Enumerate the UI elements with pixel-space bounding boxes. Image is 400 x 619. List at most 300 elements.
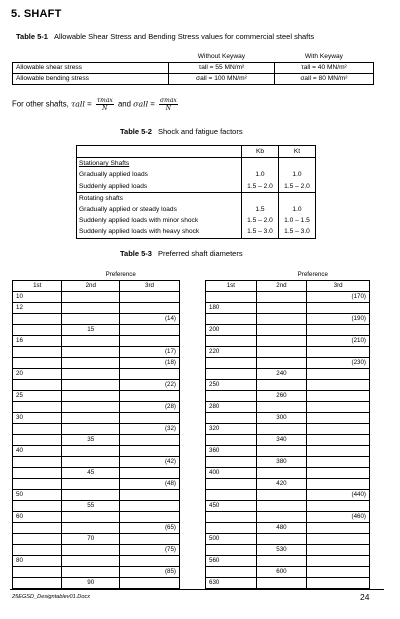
table-row (77, 181, 316, 193)
table-row (206, 380, 370, 391)
equals-sign: = (150, 99, 155, 109)
table-row (206, 512, 370, 523)
diameter-cell (62, 490, 120, 501)
diameter-cell (13, 435, 62, 446)
row-label: Suddenly applied loads (77, 181, 242, 193)
diameter-cell (307, 468, 370, 479)
table-row (13, 314, 180, 325)
diameter-cell (13, 358, 62, 369)
diameter-cell: 450 (206, 501, 257, 512)
diameter-cell: 240 (256, 369, 307, 380)
diameter-cell (307, 567, 370, 578)
diameter-cell (307, 501, 370, 512)
cell-value: 1.0 (242, 169, 279, 180)
table-row (13, 435, 180, 446)
cell-value: τall = 55 MN/m² (169, 63, 275, 74)
n-denominator: N (165, 105, 172, 112)
diameter-cell: (48) (120, 479, 180, 490)
table-row (206, 325, 370, 336)
diameter-cell: (460) (307, 512, 370, 523)
diameter-cell (13, 314, 62, 325)
table-title: Shock and fatigue factors (157, 127, 243, 136)
diameter-cell (206, 490, 257, 501)
table-row (13, 358, 180, 369)
tau-max-numerator: τmax (96, 97, 113, 104)
diameter-cell (206, 336, 257, 347)
diameter-cell (62, 479, 120, 490)
cell-value: 1.0 (279, 169, 316, 180)
table-row (206, 468, 370, 479)
diameter-cell (62, 567, 120, 578)
diameter-cell: 220 (206, 347, 257, 358)
diameter-cell (13, 501, 62, 512)
row-label: Suddenly applied loads with minor shock (77, 215, 242, 226)
diameter-cell: 380 (256, 457, 307, 468)
table-row (206, 479, 370, 490)
diameter-cell: 340 (256, 435, 307, 446)
diameter-cell (62, 512, 120, 523)
diameter-cell: 50 (13, 490, 62, 501)
diameter-cell (307, 424, 370, 435)
diameter-cell: 10 (13, 292, 62, 303)
and-word: and (117, 99, 131, 109)
diameter-cell (256, 468, 307, 479)
diameter-cell (206, 292, 257, 303)
cell-value: τall = 40 MN/m² (274, 63, 373, 74)
col-header-1st: 1st (206, 281, 257, 292)
diameter-cell (62, 369, 120, 380)
table-row (206, 336, 370, 347)
table-row (13, 380, 180, 391)
diameter-cell: (42) (120, 457, 180, 468)
diameter-cell: 360 (206, 446, 257, 457)
diameter-cell: 530 (256, 545, 307, 556)
diameter-cell (62, 347, 120, 358)
n-denominator: N (102, 105, 108, 112)
diameter-cell (62, 545, 120, 556)
diameter-cell (62, 457, 120, 468)
diameter-cell (256, 380, 307, 391)
diameter-cell (62, 424, 120, 435)
col-header-with-keyway: With Keyway (274, 52, 373, 63)
cell-value: σall = 100 MN/m² (169, 74, 275, 85)
table-row (13, 534, 180, 545)
page-number: 24 (360, 592, 370, 602)
diameter-cell (13, 578, 62, 589)
table-row (206, 457, 370, 468)
table-row (13, 63, 374, 74)
table-row (77, 169, 316, 180)
diameter-cell: (170) (307, 292, 370, 303)
diameter-cell: 45 (62, 468, 120, 479)
diameter-cell: 320 (206, 424, 257, 435)
diameter-cell: (18) (120, 358, 180, 369)
diameter-cell: 20 (13, 369, 62, 380)
diameter-cell (206, 391, 257, 402)
diameter-cell: 70 (62, 534, 120, 545)
cell-value: σall = 80 MN/m² (274, 74, 373, 85)
diameter-cell (13, 402, 62, 413)
diameter-cell (307, 556, 370, 567)
diameter-cell: 80 (13, 556, 62, 567)
table-row (206, 534, 370, 545)
diameter-cell (120, 556, 180, 567)
col-header-kb: Kb (242, 146, 279, 158)
diameter-cell (307, 325, 370, 336)
diameter-cell (120, 325, 180, 336)
footer-divider (10, 589, 384, 590)
diameter-cell (256, 578, 307, 589)
diameter-cell: (22) (120, 380, 180, 391)
diameter-cell (256, 490, 307, 501)
table-row (13, 556, 180, 567)
preferred-diameters-body-right (206, 292, 370, 589)
equals-sign: = (87, 99, 92, 109)
empty-cell (206, 270, 257, 281)
empty-cell (13, 270, 62, 281)
diameter-cell (13, 457, 62, 468)
diameter-cell (307, 369, 370, 380)
table-row (206, 567, 370, 578)
diameter-cell (13, 534, 62, 545)
diameter-cell (256, 534, 307, 545)
table-row (77, 226, 316, 238)
diameter-cell (256, 358, 307, 369)
diameter-cell (256, 556, 307, 567)
diameter-cell (62, 380, 120, 391)
diameter-cell: 260 (256, 391, 307, 402)
table-row (13, 567, 180, 578)
cell-value: 1.5 – 2.0 (242, 215, 279, 226)
preferred-diameters-body-left (13, 292, 180, 589)
diameter-cell: (28) (120, 402, 180, 413)
diameter-cell (256, 325, 307, 336)
diameter-cell (307, 523, 370, 534)
table-row (206, 413, 370, 424)
sigma-fraction (159, 97, 178, 112)
col-header-kt: Kt (279, 146, 316, 158)
table-title: Allowable Shear Stress and Bending Stress values for commercial steel shafts (53, 32, 315, 41)
diameter-cell (256, 303, 307, 314)
table-row (206, 292, 370, 303)
diameter-cell (256, 512, 307, 523)
diameter-cell (307, 391, 370, 402)
diameter-cell (256, 402, 307, 413)
diameter-cell (13, 325, 62, 336)
group-heading: Stationary Shafts (77, 158, 242, 170)
table-row (206, 523, 370, 534)
table-row (77, 204, 316, 215)
table-row (206, 490, 370, 501)
diameter-cell (120, 501, 180, 512)
table-row (13, 74, 374, 85)
diameter-cell (13, 468, 62, 479)
row-label: Allowable shear stress (13, 63, 169, 74)
diameter-cell (307, 446, 370, 457)
table-row (206, 545, 370, 556)
sigma-max-numerator: σmax (160, 97, 177, 104)
diameter-cell (206, 314, 257, 325)
diameter-cell (307, 545, 370, 556)
sigma-all-symbol: σall (133, 99, 149, 109)
table-row (77, 158, 316, 170)
diameter-cell (13, 523, 62, 534)
table-title: Preferred shaft diameters (157, 249, 243, 258)
table-5-2-caption (120, 127, 243, 136)
table-row (206, 424, 370, 435)
table-row (77, 192, 316, 204)
cell-value: 1.5 (242, 204, 279, 215)
formula-prefix: For other shafts, (12, 99, 69, 109)
diameter-cell (120, 534, 180, 545)
diameter-cell (120, 413, 180, 424)
diameter-cell (62, 523, 120, 534)
tau-fraction (96, 97, 114, 112)
table-row (13, 490, 180, 501)
diameter-cell (120, 336, 180, 347)
cell-value: 1.0 – 1.5 (279, 215, 316, 226)
diameter-cell (62, 556, 120, 567)
diameter-cell (307, 380, 370, 391)
diameter-cell (206, 457, 257, 468)
diameter-cell (256, 336, 307, 347)
diameter-cell (307, 479, 370, 490)
diameter-cell (62, 336, 120, 347)
diameter-cell: 90 (62, 578, 120, 589)
diameter-cell (120, 468, 180, 479)
table-row (206, 402, 370, 413)
diameter-cell (120, 303, 180, 314)
table-row (13, 336, 180, 347)
table-label: Table 5-1 (16, 32, 48, 41)
diameter-cell (13, 424, 62, 435)
diameter-cell: 200 (206, 325, 257, 336)
table-row (206, 435, 370, 446)
diameter-cell: 300 (256, 413, 307, 424)
diameter-cell (256, 314, 307, 325)
diameter-cell: (440) (307, 490, 370, 501)
diameter-cell (206, 479, 257, 490)
diameter-cell: 630 (206, 578, 257, 589)
diameter-cell: 35 (62, 435, 120, 446)
cell-value (279, 192, 316, 204)
diameter-cell (13, 380, 62, 391)
diameter-cell: (65) (120, 523, 180, 534)
table-row (13, 446, 180, 457)
table-row (206, 314, 370, 325)
diameter-cell (62, 402, 120, 413)
table-row (13, 292, 180, 303)
table-5-1-caption (16, 32, 314, 41)
table-row (206, 391, 370, 402)
diameter-cell: 16 (13, 336, 62, 347)
allowable-stress-table (12, 52, 374, 85)
diameter-cell: (17) (120, 347, 180, 358)
table-row (13, 303, 180, 314)
col-header-3rd: 3rd (120, 281, 180, 292)
allowable-stress-formula (12, 97, 180, 112)
diameter-cell: 60 (13, 512, 62, 523)
diameter-cell (62, 358, 120, 369)
table-row (13, 523, 180, 534)
cell-value: 1.5 – 2.0 (279, 181, 316, 193)
row-label: Gradually applied or steady loads (77, 204, 242, 215)
table-row (13, 391, 180, 402)
preference-header: Preference (256, 270, 369, 281)
diameter-cell (206, 358, 257, 369)
diameter-cell (307, 534, 370, 545)
diameter-cell: (230) (307, 358, 370, 369)
table-row (13, 479, 180, 490)
table-row (13, 545, 180, 556)
diameter-cell (206, 512, 257, 523)
diameter-cell (307, 435, 370, 446)
row-label: Allowable bending stress (13, 74, 169, 85)
table-5-3-caption (120, 249, 243, 258)
empty-cell (13, 52, 169, 63)
diameter-cell: (14) (120, 314, 180, 325)
cell-value: 1.5 – 2.0 (242, 181, 279, 193)
table-row (206, 556, 370, 567)
diameter-cell (206, 545, 257, 556)
table-row (13, 501, 180, 512)
diameter-cell (307, 578, 370, 589)
col-header-3rd: 3rd (307, 281, 370, 292)
row-label: Gradually applied loads (77, 169, 242, 180)
col-header-2nd: 2nd (62, 281, 120, 292)
cell-value (279, 158, 316, 170)
diameter-cell: 15 (62, 325, 120, 336)
diameter-cell (13, 479, 62, 490)
diameter-cell: (32) (120, 424, 180, 435)
col-header-1st: 1st (13, 281, 62, 292)
diameter-cell: 280 (206, 402, 257, 413)
diameter-cell: 180 (206, 303, 257, 314)
table-row (206, 578, 370, 589)
diameter-cell (307, 347, 370, 358)
diameter-cell (256, 446, 307, 457)
row-label: Suddenly applied loads with heavy shock (77, 226, 242, 238)
table-row (206, 358, 370, 369)
diameter-cell (307, 457, 370, 468)
diameter-cell (256, 347, 307, 358)
preferred-diameters-table-left (12, 270, 180, 589)
footer-filename: 25EGSD_Designtablev01.Docx (12, 594, 91, 600)
table-row (13, 402, 180, 413)
section-heading: 5. SHAFT (11, 8, 62, 20)
diameter-cell: (75) (120, 545, 180, 556)
table-row (13, 325, 180, 336)
diameter-cell: 420 (256, 479, 307, 490)
diameter-cell (13, 347, 62, 358)
diameter-cell (206, 567, 257, 578)
table-row (13, 424, 180, 435)
table-row (206, 446, 370, 457)
diameter-cell (120, 369, 180, 380)
diameter-cell: (210) (307, 336, 370, 347)
diameter-cell (206, 413, 257, 424)
diameter-cell (62, 413, 120, 424)
table-row (13, 413, 180, 424)
diameter-cell (13, 567, 62, 578)
diameter-cell (307, 413, 370, 424)
tau-all-symbol: τall (70, 99, 85, 109)
table-label: Table 5-2 (120, 127, 152, 136)
group-heading: Rotating shafts (77, 192, 242, 204)
col-header-without-keyway: Without Keyway (169, 52, 275, 63)
table-row (13, 468, 180, 479)
diameter-cell: 400 (206, 468, 257, 479)
table-row (13, 347, 180, 358)
diameter-cell (206, 369, 257, 380)
diameter-cell (256, 292, 307, 303)
diameter-cell (62, 292, 120, 303)
table-row (77, 215, 316, 226)
empty-cell (77, 146, 242, 158)
col-header-2nd: 2nd (256, 281, 307, 292)
diameter-cell (62, 391, 120, 402)
cell-value: 1.0 (279, 204, 316, 215)
diameter-cell (62, 303, 120, 314)
diameter-cell (256, 501, 307, 512)
diameter-cell (13, 545, 62, 556)
diameter-cell (120, 391, 180, 402)
table-row (206, 303, 370, 314)
diameter-cell: 30 (13, 413, 62, 424)
diameter-cell: 12 (13, 303, 62, 314)
diameter-cell (120, 490, 180, 501)
diameter-cell (62, 446, 120, 457)
diameter-cell: 55 (62, 501, 120, 512)
diameter-cell (62, 314, 120, 325)
table-row (206, 347, 370, 358)
table-row (13, 512, 180, 523)
table-row (13, 578, 180, 589)
diameter-cell: 40 (13, 446, 62, 457)
cell-value: 1.5 – 3.0 (279, 226, 316, 238)
diameter-cell (307, 402, 370, 413)
diameter-cell: 600 (256, 567, 307, 578)
diameter-cell: 25 (13, 391, 62, 402)
diameter-cell: (85) (120, 567, 180, 578)
diameter-cell (256, 424, 307, 435)
diameter-cell: 500 (206, 534, 257, 545)
table-row (13, 457, 180, 468)
table-label: Table 5-3 (120, 249, 152, 258)
cell-value: 1.5 – 3.0 (242, 226, 279, 238)
table-row (13, 369, 180, 380)
shock-fatigue-table (76, 145, 316, 239)
diameter-cell (120, 512, 180, 523)
diameter-cell (120, 292, 180, 303)
preferred-diameters-table-right (205, 270, 370, 589)
diameter-cell (206, 435, 257, 446)
table-row (206, 369, 370, 380)
diameter-cell (120, 578, 180, 589)
cell-value (242, 192, 279, 204)
diameter-cell (307, 303, 370, 314)
diameter-cell: (190) (307, 314, 370, 325)
table-row (206, 501, 370, 512)
diameter-cell: 250 (206, 380, 257, 391)
diameter-cell (120, 435, 180, 446)
diameter-cell (206, 523, 257, 534)
cell-value (242, 158, 279, 170)
diameter-cell (120, 446, 180, 457)
preference-header: Preference (62, 270, 180, 281)
diameter-cell: 560 (206, 556, 257, 567)
diameter-cell: 480 (256, 523, 307, 534)
